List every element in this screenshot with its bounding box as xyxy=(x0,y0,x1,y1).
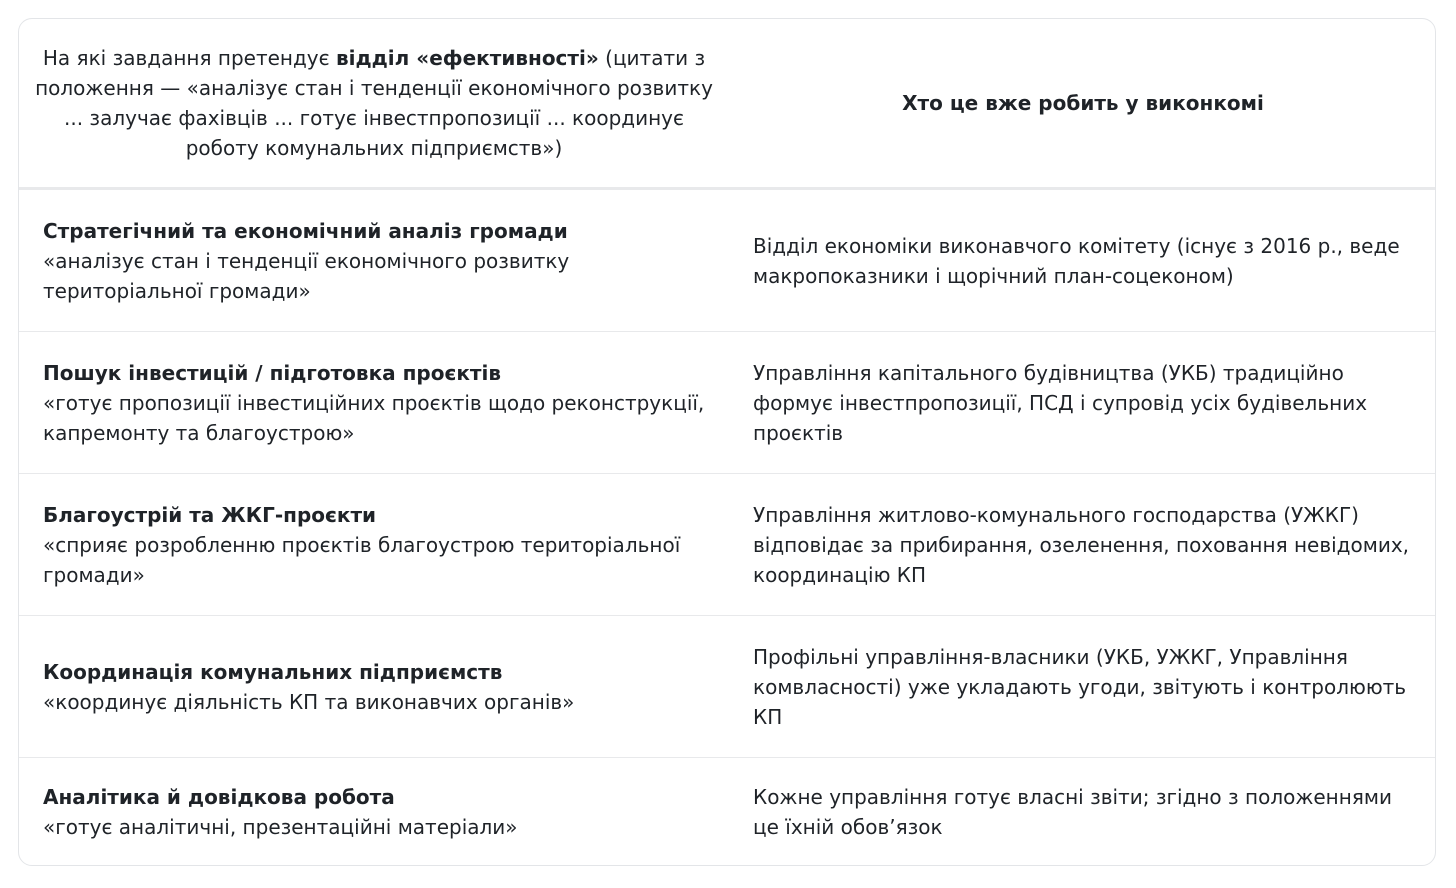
task-cell xyxy=(19,189,729,332)
who-cell: Профільні управління-власники (УКБ, УЖКГ, Управління комвласності) уже укладають угоди, звітують і контролюють КП xyxy=(729,616,1436,758)
table-row xyxy=(19,616,1436,758)
who-cell: Управління капітального будівництва (УКБ) традиційно формує інвестпропозиції, ПСД і супровід усіх будівельних проєктів xyxy=(729,332,1436,474)
task-quote: «аналізує стан і тенденції економічного розвитку територіальної громади» xyxy=(43,248,570,303)
header-who: Хто це вже робить у виконкомі xyxy=(729,19,1436,189)
task-cell xyxy=(19,332,729,474)
task-title: Стратегічний та економічний аналіз громади xyxy=(43,218,568,243)
header-tasks-text-1: На які завдання претендує xyxy=(42,46,336,70)
who-cell: Управління житлово-комунального господарства (УЖКГ) відповідає за прибирання, озеленення, поховання невідомих, координацію КП xyxy=(729,474,1436,616)
task-title: Аналітика й довідкова робота xyxy=(43,785,395,809)
table-row xyxy=(19,758,1436,867)
header-tasks xyxy=(19,19,729,189)
who-cell: Кожне управління готує власні звіти; згідно з положеннями це їхній обов’язок xyxy=(753,785,1392,839)
task-quote: «сприяє розробленню проєктів благоустрою територіальної громади» xyxy=(43,532,681,587)
task-cell xyxy=(19,474,729,616)
task-quote: «готує аналітичні, презентаційні матеріали» xyxy=(43,815,518,839)
task-title: Благоустрій та ЖКГ-проєкти xyxy=(43,502,377,527)
task-quote: «готує пропозиції інвестиційних проєктів щодо реконструкції, капремонту та благоустрою» xyxy=(43,390,705,445)
comparison-table xyxy=(19,19,1436,866)
task-cell xyxy=(19,758,729,867)
header-tasks-text-2: (цитати з положення — «аналізує стан і тенденції економічного розвитку ... залучає фахівців ... готує інвестпропозиції ... координує роботу комунальних підприємств») xyxy=(35,46,713,160)
who-cell: Відділ економіки виконавчого комітету (існує з 2016 р., веде макропоказники і щорічний план-соцеконом) xyxy=(729,189,1436,332)
table-row xyxy=(19,474,1436,616)
task-cell xyxy=(19,616,729,758)
table-row xyxy=(19,189,1436,332)
comparison-table-card xyxy=(18,18,1436,866)
task-quote: «координує діяльність КП та виконавчих органів» xyxy=(43,689,575,714)
table-row xyxy=(19,332,1436,474)
task-title: Пошук інвестицій / підготовка проєктів xyxy=(43,360,502,385)
table-header-row xyxy=(19,19,1436,189)
task-title: Координація комунальних підприємств xyxy=(43,659,503,684)
header-tasks-bold: відділ «ефективності» xyxy=(335,46,599,70)
